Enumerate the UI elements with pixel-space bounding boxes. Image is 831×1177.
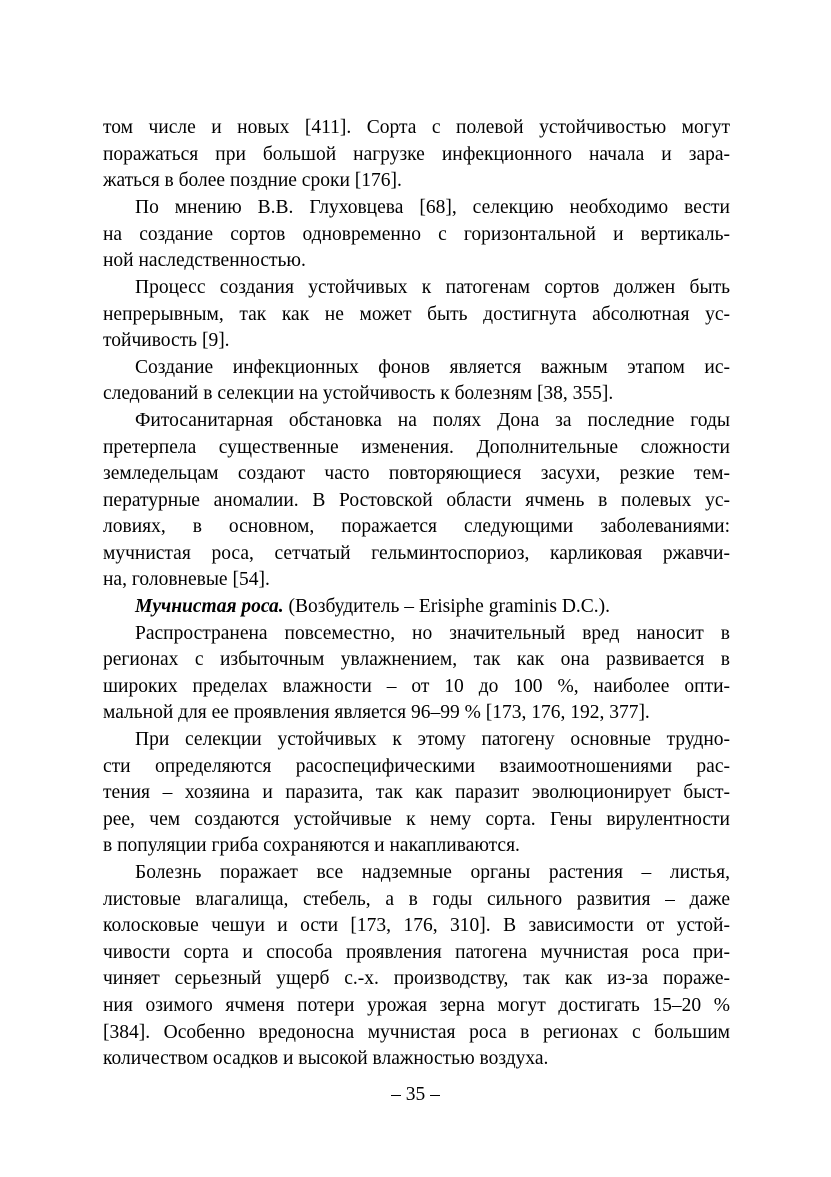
text-line: По мнению В.В. Глуховцева [68], селекцию необходимо вести (135, 197, 730, 218)
text-line: жаться в более поздние сроки [176]. (103, 170, 402, 191)
text-line: Распространена повсеместно, но значительный вред наносит в (135, 623, 730, 644)
text-line: При селекции устойчивых к этому патогену основные трудно- (135, 729, 730, 750)
text-line: мальной для ее проявления является 96–99 % [173, 176, 192, 377]. (103, 702, 650, 723)
text-line: ной наследственностью. (103, 250, 306, 271)
text-line: ния озимого ячменя потери урожая зерна могут достигать 15–20 % (103, 995, 730, 1016)
text-line: колосковые чешуи и ости [173, 176, 310]. В зависимости от устой- (103, 915, 730, 936)
text-line: пературные аномалии. В Ростовской области ячмень в полевых ус- (103, 490, 730, 511)
text-line: мучнистая роса, сетчатый гельминтоспориоз, карликовая ржавчи- (103, 543, 730, 564)
text-line: претерпела существенные изменения. Дополнительные сложности (103, 437, 730, 458)
text-line: Создание инфекционных фонов является важным этапом ис- (135, 357, 730, 378)
text-line: рее, чем создаются устойчивые к нему сорта. Гены вирулентности (103, 809, 730, 830)
section-heading-note: (Возбудитель – Erisiphe graminis D.C.). (283, 596, 611, 617)
text-line: следований в селекции на устойчивость к болезням [38, 355]. (103, 383, 614, 404)
text-line: том числе и новых [411]. Сорта с полевой устойчивостью могут (103, 117, 730, 138)
text-line: поражаться при большой нагрузке инфекционного начала и зара- (103, 144, 730, 165)
text-line: в популяции гриба сохраняются и накапливаются. (103, 835, 520, 856)
text-line: ловиях, в основном, поражается следующими заболеваниями: (103, 516, 730, 537)
text-line: тения – хозяина и паразита, так как паразит эволюционирует быст- (103, 782, 730, 803)
section-heading: Мучнистая роса. (135, 596, 284, 617)
text-line: Болезнь поражает все надземные органы растения – листья, (135, 862, 730, 883)
text-line: непрерывным, так как не может быть достигнута абсолютная ус- (103, 304, 730, 325)
text-line: Процесс создания устойчивых к патогенам сортов должен быть (135, 277, 730, 298)
page-number: – 35 – (391, 1084, 440, 1105)
text-line: земледельцам создают часто повторяющиеся засухи, резкие тем- (103, 463, 730, 484)
text-line: регионах с избыточным увлажнением, так как она развивается в (103, 649, 730, 670)
section-heading-line (135, 593, 610, 620)
text-line: чиняет серьезный ущерб с.-х. производству, так как из-за пораже- (103, 968, 730, 989)
text-line: листовые влагалища, стебель, а в годы сильного развития – даже (103, 889, 730, 910)
text-line: чивости сорта и способа проявления патогена мучнистая роса при- (103, 942, 730, 963)
text-line: [384]. Особенно вредоносна мучнистая роса в регионах с большим (103, 1022, 730, 1043)
text-line: тойчивость [9]. (103, 330, 230, 351)
text-line: количеством осадков и высокой влажностью воздуха. (103, 1048, 549, 1069)
text-line: на создание сортов одновременно с горизонтальной и вертикаль- (103, 224, 730, 245)
text-line: Фитосанитарная обстановка на полях Дона за последние годы (135, 410, 730, 431)
text-line: на, головневые [54]. (103, 569, 270, 590)
text-line: широких пределах влажности – от 10 до 100 %, наиболее опти- (103, 676, 730, 697)
text-line: сти определяются расоспецифическими взаимоотношениями рас- (103, 756, 730, 777)
